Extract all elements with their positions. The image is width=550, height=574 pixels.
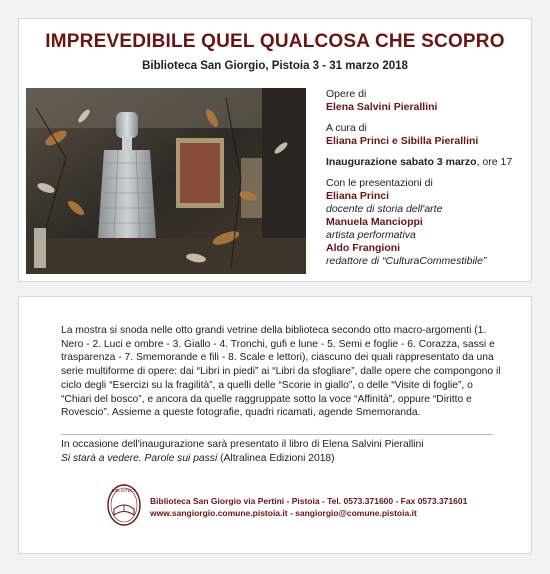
event-title: IMPREVEDIBILE QUEL QUALCOSA CHE SCOPRO [45,31,505,52]
presentation-line: In occasione dell'inaugurazione sarà presentato il libro di Elena Salvini Pierallini [61,439,424,450]
presenter-role: docente di storia dell'arte [326,203,443,215]
event-venue-dates: Biblioteca San Giorgio, Pistoia 3 - 31 marzo 2018 [142,60,408,72]
book-publisher: (Altralinea Edizioni 2018) [217,452,335,464]
curated-label: A cura di [326,122,367,134]
exhibition-description: La mostra si snoda nelle otto grandi vetrine della biblioteca secondo otto macro-argomenti (1. Nero - 2. Luci e ombre - 3. Giallo - 4. Tronchi, gufi e lune - 5. Semi e foglie - 6. Corazza, sassi e trasparenza - 7. Smemorande e fili - 8. Scale e lettori), ciascuno dei quali rappresentato da una serie multiforme di opere: dai “Libri in piedi” ai “Libri da sfogliare”, dalle opere che compongono il ciclo degli “Esercizi su la fragilità”, a quelli delle “Scorie in giallo”, o delle “Visite di foglie”, o “Chiari del bosco”, e ancora da quelle raggruppate sotto la voce “Affinità”, oppure “Diritto e Rovescio”. Assieme a queste fotografie, quadri ricamati, agende Smemoranda. [61,325,501,419]
book-title: Si starà a vedere. Parole sui passi [61,452,218,464]
presenter-name: Aldo Frangioni [326,242,401,254]
presenters-label: Con le presentazioni di [326,177,433,189]
exhibition-photo [26,88,306,274]
book-presentation [61,438,511,465]
opening-line [326,156,526,169]
divider [61,434,493,435]
logo-text: BIBLIOTECA [111,488,137,493]
event-info [326,88,526,268]
opening-date: sabato 3 marzo [400,156,477,168]
opening-prefix: Inaugurazione [326,156,401,168]
library-address: Biblioteca San Giorgio via Pertini - Pistoia - Tel. 0573.371600 - Fax 0573.371601 [150,496,468,506]
opening-time: , ore 17 [476,156,513,168]
library-logo [105,479,143,527]
works-artist: Elena Salvini Pierallini [326,101,438,113]
curators: Eliana Princi e Sibilla Pierallini [326,135,479,147]
invitation-bottom-card [18,296,532,554]
presenter-role: redattore di “CulturaCommestibile” [326,255,487,267]
presenter-name: Eliana Princi [326,190,390,202]
invitation-top-card [18,18,532,282]
library-contacts [150,496,467,519]
library-web[interactable]: www.sangiorgio.comune.pistoia.it - sangiorgio@comune.pistoia.it [150,507,417,518]
presenter-role: artista performativa [326,229,416,241]
works-label: Opere di [326,88,367,100]
presenter-name: Manuela Mancioppi [326,216,423,228]
